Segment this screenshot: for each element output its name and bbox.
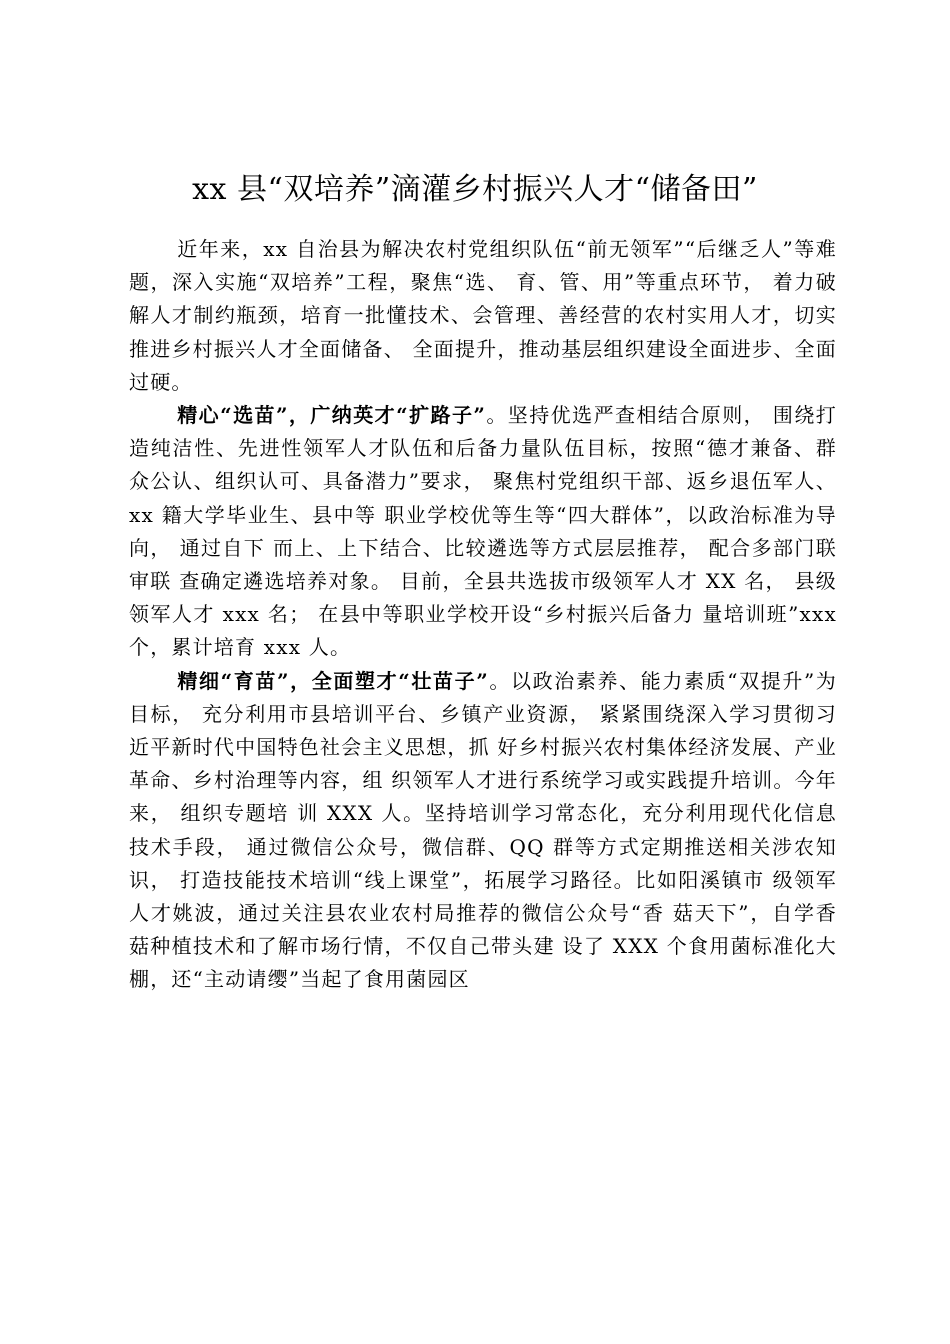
paragraph-intro-text: 近年来，xx 自治县为解决农村党组织队伍“前无领军”“后继乏人”等难题，深入实施“双培养”工程，聚焦“选、 育、管、用”等重点环节， 着力破解人才制约瓶颈，培育一批懂技术、会管理、善经营的农村实用人才，切实推进乡村振兴人才全面储备、 全面提升，推动基层组织建设全面进步、全面过硬。 (129, 237, 837, 394)
paragraph-intro (129, 233, 837, 399)
paragraph-cultivation (129, 665, 837, 997)
document-body (129, 233, 837, 997)
paragraph-cultivation-text: 。以政治素养、能力素质“双提升”为目标， 充分利用市县培训平台、乡镇产业资源， 紧紧围绕深入学习贯彻习近平新时代中国特色社会主义思想，抓 好乡村振兴农村集体经济发展、产业革命、乡村治理等内容，组 织领军人才进行系统学习或实践提升培训。今年来， 组织专题培 训 XXX 人。坚持培训学习常态化，充分利用现代化信息技术手段， 通过微信公众号，微信群、QQ 群等方式定期推送相关涉农知识， 打造技能技术培训“线上课堂”，拓展学习路径。比如阳溪镇市 级领军人才姚波，通过关注县农业农村局推荐的微信公众号“香 菇天下”，自学香菇种植技术和了解市场行情，不仅自己带头建 设了 XXX 个食用菌标准化大棚，还“主动请缨”当起了食用菌园区 (129, 668, 837, 992)
paragraph-selection (129, 399, 837, 665)
document-title: xx 县“双培养”滴灌乡村振兴人才“储备田” (192, 172, 758, 207)
paragraph-cultivation-heading: 精细“育苗”，全面塑才“壮苗子” (177, 668, 489, 693)
paragraph-selection-text: 。坚持优选严查相结合原则， 围绕打造纯洁性、先进性领军人才队伍和后备力量队伍目标，按照“德才兼备、群众公认、组织认可、具备潜力”要求， 聚焦村党组织干部、返乡退伍军人、 xx 籍大学毕业生、县中等 职业学校优等生等“四大群体”，以政治标准为导向， 通过自下 而上、上下结合、比较遴选等方式层层推荐， 配合多部门联审联 查确定遴选培养对象。 目前，全县共选拔市级领军人才 XX 名， 县级领军人才 xxx 名； 在县中等职业学校开设“乡村振兴后备力 量培训班”xxx 个，累计培育 xxx 人。 (129, 403, 837, 660)
paragraph-selection-heading: 精心“选苗”，广纳英才“扩路子” (177, 403, 487, 428)
